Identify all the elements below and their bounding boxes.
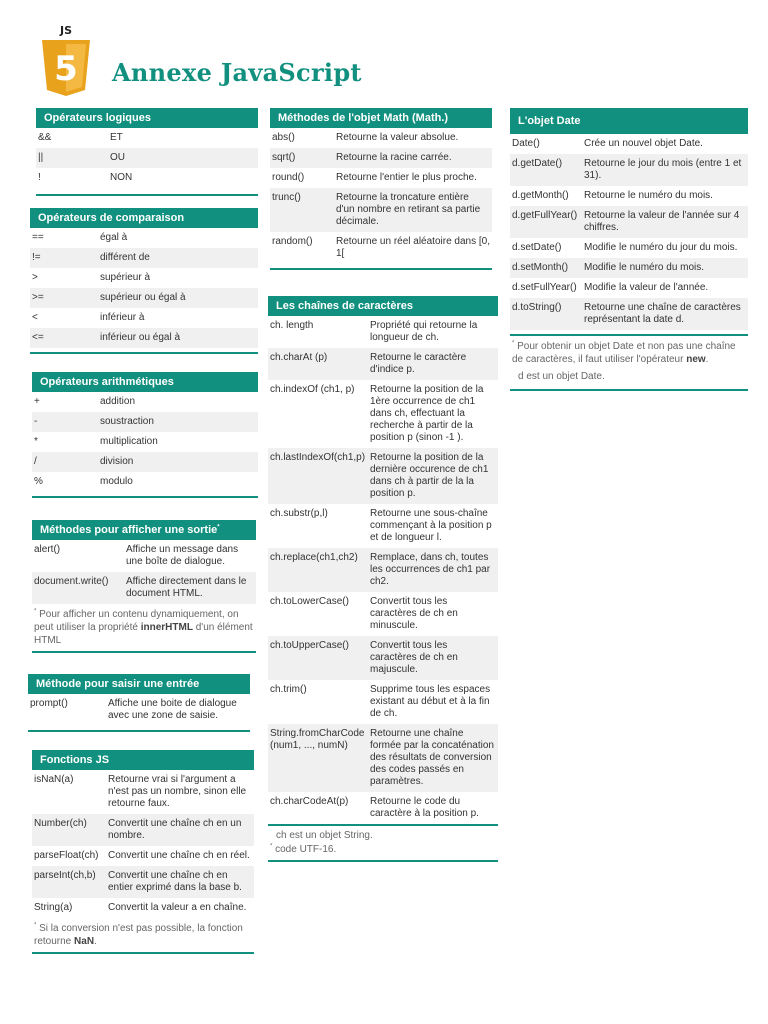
strings-note-1: ch est un objet String. [276,830,373,841]
string-method-key: ch.replace(ch1,ch2) [270,552,358,563]
arithmetic-operator-row [32,472,258,492]
date-note-bold: new [686,354,706,365]
logical-operator-key: ! [38,172,41,183]
comparison-operator-desc: supérieur à [100,272,151,283]
string-method-desc: Retourne la position de la 1ère occurrence de ch1 dans ch, effectuant la recherche à partir de la position p (sinon -1 ). [370,384,484,443]
output-note: * Pour afficher un contenu dynamiquement, on peut utiliser la propriété innerHTML d'un élément HTML [34,608,253,646]
comparison-operators-card [30,208,258,354]
date-note-end: . [705,354,709,365]
js-function-desc: Convertit la valeur a en chaîne. [108,902,247,913]
logo-label: JS [59,24,73,37]
functions-note: * Si la conversion n'est pas possible, la fonction retourne NaN. [34,922,243,947]
input-method-row [28,694,250,726]
logical-operator-desc: NON [110,172,133,183]
input-method-header: Méthode pour saisir une entrée [28,674,250,694]
strings-note-2: * code UTF-16. [270,843,337,855]
comparison-operator-desc: inférieur ou égal à [100,332,181,343]
comparison-operators-rows [30,228,258,348]
string-method-key: ch.charAt (p) [270,352,328,363]
math-method-row [270,232,492,264]
page-title: Annexe JavaScript [112,58,362,87]
math-method-row [270,168,492,188]
logical-operator-desc: ET [110,132,123,143]
output-method-row [32,572,256,604]
arithmetic-operator-desc: division [100,456,134,467]
js-function-key: parseFloat(ch) [34,850,99,861]
math-method-desc: Retourne l'entier le plus proche. [336,172,477,183]
date-method-row [510,206,748,238]
string-method-row [268,724,498,792]
comparison-operator-desc: égal à [100,232,128,243]
js-function-desc: Convertit une chaîne ch en entier exprimé dans la base b. [108,870,242,893]
arithmetic-operator-row [32,452,258,472]
math-method-row [270,188,492,232]
logical-operators-rows [36,128,258,188]
arithmetic-operators-header: Opérateurs arithmétiques [32,372,258,392]
comparison-operator-desc: supérieur ou égal à [100,292,186,303]
input-method-rows [28,694,250,726]
date-method-desc: Retourne une chaîne de caractères représentant la date d. [584,302,741,325]
string-method-row [268,592,498,636]
functions-note-text: Si la conversion n'est pas possible, la fonction retourne [34,923,243,947]
arithmetic-operator-row [32,432,258,452]
arithmetic-operator-desc: modulo [100,476,133,487]
date-method-key: d.toString() [512,302,562,313]
string-method-row [268,792,498,824]
js-functions-card [32,750,254,954]
string-method-key: ch. length [270,320,314,331]
strings-header: Les chaînes de caractères [268,296,498,316]
js-functions-header: Fonctions JS [32,750,254,770]
arithmetic-operator-desc: soustraction [100,416,154,427]
date-method-key: d.setMonth() [512,262,569,273]
string-method-row [268,348,498,380]
math-method-key: abs() [272,132,295,143]
math-method-desc: Retourne la troncature entière d'un nombre en retirant sa partie décimale. [336,192,481,227]
output-methods-header: Méthodes pour afficher une sortie* [32,520,256,540]
string-method-row [268,680,498,724]
math-methods-rows [270,128,492,264]
string-method-desc: Convertit tous les caractères de ch en minuscule. [370,596,458,631]
strings-card [268,296,498,862]
output-method-desc: Affiche un message dans une boîte de dialogue. [126,544,239,567]
arithmetic-operator-key: * [34,436,38,447]
date-method-key: d.setFullYear() [512,282,577,293]
string-method-desc: Retourne une sous-chaîne commençant à la position p et de longueur l. [370,508,492,543]
math-method-desc: Retourne la valeur absolue. [336,132,459,143]
date-method-key: d.getMonth() [512,190,569,201]
arithmetic-operators-rows [32,392,258,492]
string-method-row [268,380,498,448]
arithmetic-operator-desc: multiplication [100,436,158,447]
math-method-key: trunc() [272,192,301,203]
js-shield-logo [38,24,94,98]
logical-operator-row [36,168,258,188]
string-method-key: ch.substr(p,l) [270,508,328,519]
js-function-key: parseInt(ch,b) [34,870,96,881]
comparison-operator-row [30,268,258,288]
comparison-operator-row [30,288,258,308]
output-note-bold: innerHTML [140,622,193,633]
date-method-key: d.setDate() [512,242,562,253]
js-function-desc: Convertit une chaîne ch en un nombre. [108,818,242,841]
logical-operator-key: && [38,132,52,143]
date-method-row [510,154,748,186]
output-method-desc: Affiche directement dans le document HTML. [126,576,247,599]
string-method-row [268,448,498,504]
date-method-row [510,238,748,258]
date-method-row [510,258,748,278]
functions-note-bold: NaN [74,936,95,947]
date-note-2: d est un objet Date. [518,371,605,382]
strings-rows [268,316,498,824]
string-method-key: ch.toUpperCase() [270,640,349,651]
js-function-key: isNaN(a) [34,774,74,785]
string-method-desc: Remplace, dans ch, toutes les occurrences de ch1 par ch2. [370,552,491,587]
output-methods-rows [32,540,256,604]
date-method-row [510,298,748,330]
arithmetic-operator-key: / [34,456,37,467]
js-function-row [32,846,254,866]
js-function-row [32,898,254,918]
comparison-operator-row [30,308,258,328]
date-object-header: L'objet Date [510,108,748,134]
date-method-desc: Modifie le numéro du jour du mois. [584,242,738,253]
string-method-row [268,548,498,592]
date-method-desc: Crée un nouvel objet Date. [584,138,703,149]
logical-operators-header: Opérateurs logiques [36,108,258,128]
logical-operators-card [36,108,258,196]
comparison-operator-desc: inférieur à [100,312,145,323]
output-note-text: Pour afficher un contenu dynamiquement, on peut utiliser la propriété [34,609,239,633]
math-method-desc: Retourne un réel aléatoire dans [0, 1[ [336,236,490,259]
string-method-key: ch.indexOf (ch1, p) [270,384,355,395]
arithmetic-operator-key: - [34,416,38,427]
math-methods-header: Méthodes de l'objet Math (Math.) [270,108,492,128]
math-method-key: random() [272,236,313,247]
output-method-row [32,540,256,572]
output-note-end: d'un élément HTML [34,622,253,646]
math-method-key: round() [272,172,305,183]
arithmetic-operators-card [32,372,258,498]
arithmetic-operator-key: + [34,396,40,407]
arithmetic-operator-desc: addition [100,396,136,407]
date-method-desc: Modifie le numéro du mois. [584,262,705,273]
js-function-key: String(a) [34,902,73,913]
string-method-key: ch.trim() [270,684,307,695]
logical-operator-row [36,128,258,148]
math-method-row [270,148,492,168]
math-method-row [270,128,492,148]
comparison-operator-key: < [32,312,38,323]
js-function-desc: Convertit une chaîne ch en réel. [108,850,250,861]
date-method-desc: Retourne le jour du mois (entre 1 et 31). [584,158,742,181]
date-note-text: Pour obtenir un objet Date et non pas une chaîne de caractères, il faut utiliser l'opérateur [512,341,736,365]
date-method-row [510,278,748,298]
js-function-row [32,866,254,898]
math-method-key: sqrt() [272,152,296,163]
string-method-key: String.fromCharCode (num1, ..., numN) [270,728,365,751]
output-method-key: document.write() [34,576,109,587]
logical-operator-row [36,148,258,168]
functions-note-end: . [94,936,97,947]
date-method-key: d.getFullYear() [512,210,578,221]
comparison-operator-key: <= [32,332,44,343]
comparison-operator-row [30,248,258,268]
comparison-operator-key: >= [32,292,44,303]
comparison-operator-key: != [32,252,41,263]
arithmetic-operator-row [32,412,258,432]
string-method-desc: Retourne le code du caractère à la position p. [370,796,479,819]
comparison-operator-row [30,228,258,248]
js-function-row [32,770,254,814]
logical-operator-key: || [38,152,44,163]
string-method-key: ch.lastIndexOf(ch1,p) [270,452,366,463]
js-function-key: Number(ch) [34,818,87,829]
string-method-key: ch.toLowerCase() [270,596,349,607]
math-method-desc: Retourne la racine carrée. [336,152,452,163]
string-method-desc: Retourne le caractère d'indice p. [370,352,467,375]
comparison-operator-key: == [32,232,44,243]
input-method-desc: Affiche une boite de dialogue avec une zone de saisie. [108,698,237,721]
string-method-row [268,316,498,348]
date-method-key: Date() [512,138,540,149]
date-method-desc: Modifie la valeur de l'année. [584,282,709,293]
strings-note-2-text: code UTF-16. [275,844,337,855]
output-methods-header-text: Méthodes pour afficher une sortie [40,524,218,536]
date-object-card [510,108,748,391]
logo-letter: 5 [54,49,78,89]
date-method-desc: Retourne le numéro du mois. [584,190,713,201]
date-object-rows [510,134,748,330]
js-function-row [32,814,254,846]
comparison-operator-row [30,328,258,348]
string-method-key: ch.charCodeAt(p) [270,796,349,807]
math-methods-card [270,108,492,270]
string-method-desc: Retourne une chaîne formée par la concaténation des résultats de conversion des codes passés en paramètres. [370,728,494,787]
input-method-key: prompt() [30,698,68,709]
date-method-row [510,134,748,154]
output-methods-card [32,520,256,653]
string-method-desc: Retourne la position de la dernière occurence de ch1 dans ch à partir de la la position p. [370,452,489,499]
date-method-desc: Retourne la valeur de l'année sur 4 chiffres. [584,210,740,233]
date-method-row [510,186,748,206]
output-method-key: alert() [34,544,61,555]
string-method-desc: Propriété qui retourne la longueur de ch. [370,320,478,343]
comparison-operator-desc: différent de [100,252,150,263]
input-method-card [28,674,250,732]
string-method-row [268,636,498,680]
comparison-operator-key: > [32,272,38,283]
logical-operator-desc: OU [110,152,125,163]
date-note: * Pour obtenir un objet Date et non pas une chaîne de caractères, il faut utiliser l'opérateur new. [512,340,736,365]
string-method-desc: Convertit tous les caractères de ch en majuscule. [370,640,458,675]
js-function-desc: Retourne vrai si l'argument a n'est pas un nombre, sinon elle retourne faux. [108,774,247,809]
js-functions-rows [32,770,254,918]
arithmetic-operator-key: % [34,476,43,487]
string-method-desc: Supprime tous les espaces existant au début et à la fin de ch. [370,684,491,719]
date-method-key: d.getDate() [512,158,563,169]
arithmetic-operator-row [32,392,258,412]
string-method-row [268,504,498,548]
comparison-operators-header: Opérateurs de comparaison [30,208,258,228]
